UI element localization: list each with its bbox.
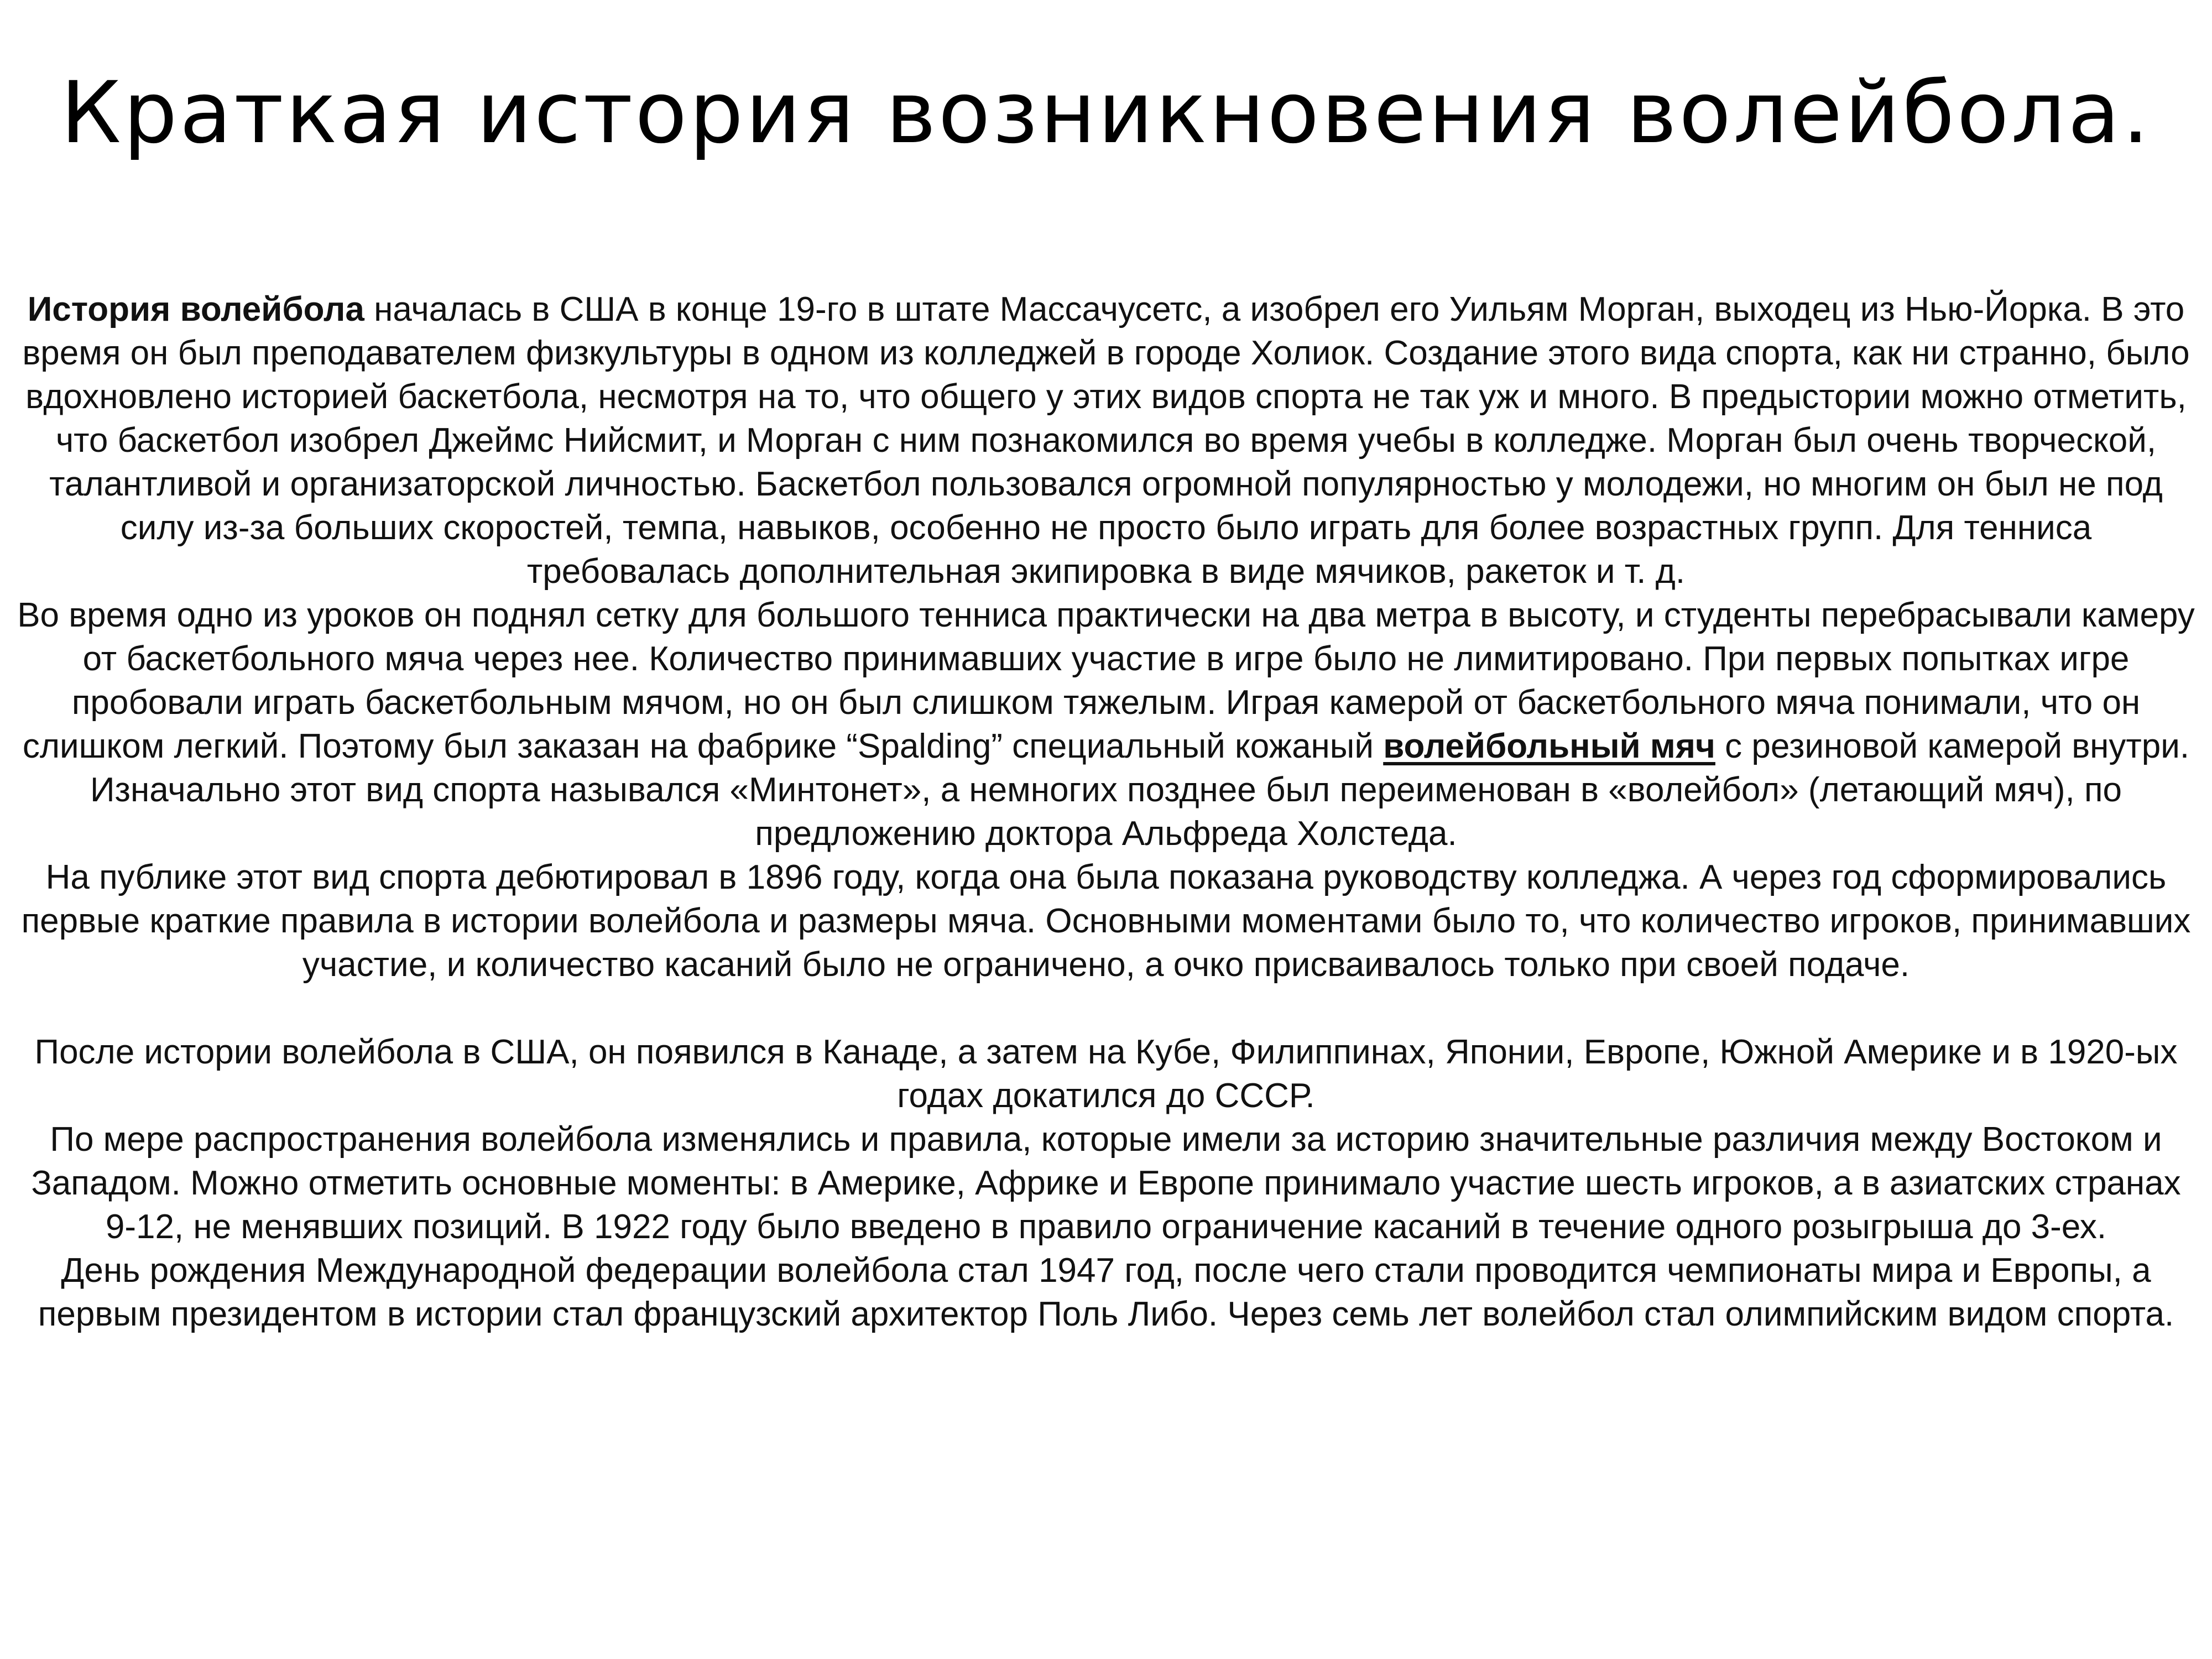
paragraph-rules: По мере распространения волейбола изменялись и правила, которые имели за историю значительные различия между Востоком и Западом. Можно отметить основные моменты: в Америке, Африке и Европе принимало участие шесть игроков, а в азиатских странах 9-12, не менявших позиций. В 1922 году было введено в правило ограничение касаний в течение одного розыгрыша до 3-ех. [31,1120,2181,1246]
paragraph-federation: День рождения Международной федерации волейбола стал 1947 год, после чего стали проводится чемпионаты мира и Европы, а первым президентом в истории стал французский архитектор Поль Либо. Через семь лет волейбол стал олимпийским видом спорта. [38,1251,2174,1333]
history-heading-bold: История волейбола [27,290,364,328]
slide-body [17,288,2195,1336]
paragraph-spread: После истории волейбола в США, он появился в Канаде, а затем на Кубе, Филиппинах, Японии, Европе, Южной Америке и в 1920-ых годах докатился до СССР. [34,1033,2178,1115]
paragraph-name-origin: Изначально этот вид спорта назывался «Минтонет», а немногих позднее был переименован в «волейбол» (летающий мяч), по предложению доктора Альфреда Холстеда. [90,771,2122,853]
paragraph-1-text: началась в США в конце 19-го в штате Массачусетс, а изобрел его Уильям Морган, выходец из Нью-Йорка. В это время он был преподавателем физкультуры в одном из колледжей в городе Холиок. Создание этого вида спорта, как ни странно, было вдохновлено историей баскетбола, несмотря на то, что общего у этих видов спорта не так уж и много. В предыстории можно отметить, что баскетбол изобрел Джеймс Нийсмит, и Морган с ним познакомился во время учебы в колледже. Морган был очень творческой, талантливой и организаторской личностью. Баскетбол пользовался огромной популярностью у молодежи, но многим он был не под силу из-за больших скоростей, темпа, навыков, особенно не просто было играть для более возрастных групп. Для тенниса требовалась дополнительная экипировка в виде мячиков, ракеток и т. д. [22,290,2190,591]
paragraph-history-start [17,288,2195,593]
paragraph-2-tail: с резиновой камерой внутри. [1715,727,2190,765]
slide-title: Краткая история возникновения волейбола. [60,64,2152,163]
paragraph-debut: На публике этот вид спорта дебютировал в 1896 году, когда она была показана руководству колледжа. А через год сформировались первые краткие правила в истории волейбола и размеры мяча. Основными моментами было то, что количество игроков, принимавших участие, и количество касаний было не ограничено, а очко присваивалось только при своей подаче. [21,858,2191,984]
volleyball-ball-link[interactable]: волейбольный мяч [1383,727,1715,765]
paragraph-2-text: Во время одно из уроков он поднял сетку для большого тенниса практически на два метра в высоту, и студенты перебрасывали камеру от баскетбольного мяча через нее. Количество принимавших участие в игре было не лимитировано. При первых попытках игре пробовали играть баскетбольным мячом, но он был слишком тяжелым. Играя камерой от баскетбольного мяча понимали, что он слишком легкий. Поэтому был заказан на фабрике “Spalding” специальный кожаный [17,596,2195,765]
paragraph-net-and-ball [17,593,2195,768]
